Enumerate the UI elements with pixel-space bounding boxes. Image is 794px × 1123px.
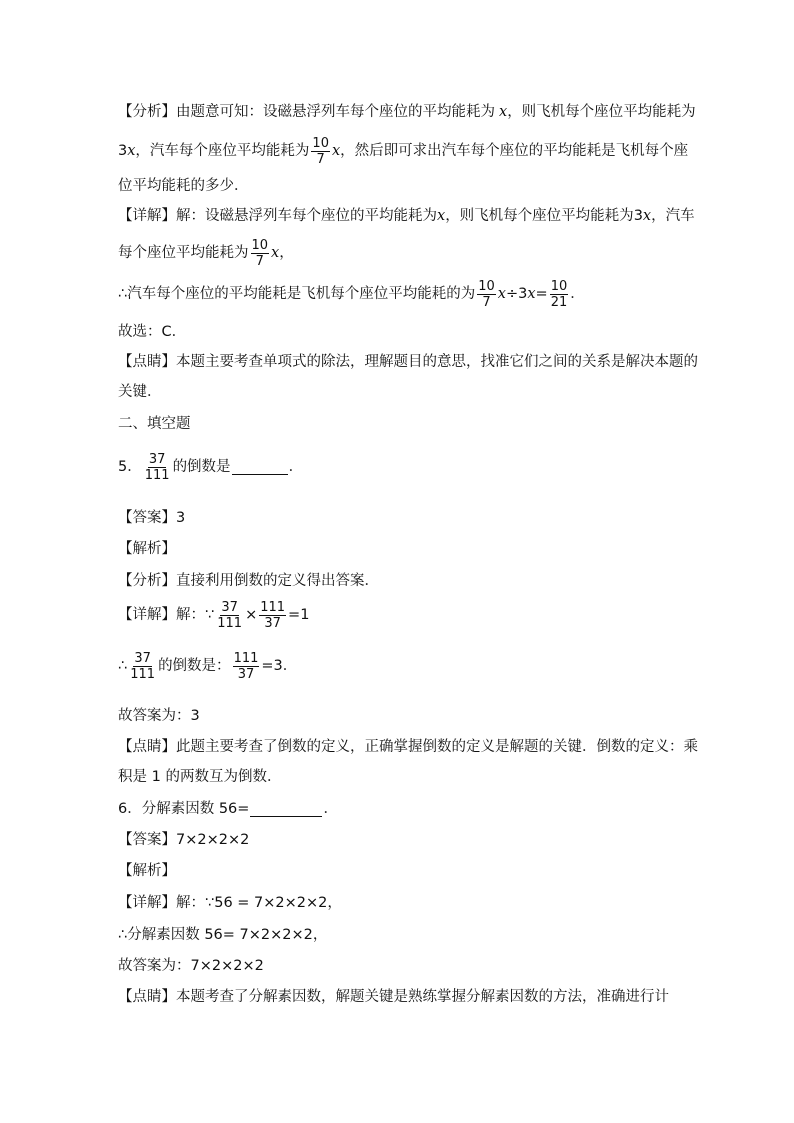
text: ． (288, 459, 304, 475)
numerator: 37 (148, 451, 166, 467)
comment-line-5 (118, 987, 669, 1007)
text: 【答案】3 (118, 510, 186, 526)
analysis-line (118, 571, 379, 591)
denominator: 111 (217, 615, 243, 631)
variable: x (527, 286, 536, 302)
text: 【详解】解：∵ (118, 607, 215, 623)
variable: x (331, 143, 341, 159)
text: ． (323, 801, 338, 817)
text: 【点睛】此题主要考查了倒数的定义，正确掌握倒数的定义是解题的关键．倒数的定义：乘 (118, 739, 698, 755)
text: 位平均能耗的多少． (118, 178, 249, 194)
fraction (216, 600, 243, 631)
text: 【详解】解：设磁悬浮列车每个座位的平均能耗为 (118, 208, 437, 224)
text: 的倒数是： (158, 658, 231, 674)
fraction (550, 279, 569, 310)
numerator: 10 (312, 135, 329, 151)
text: 5． (118, 459, 142, 475)
text: ，则飞机每个座位平均能耗为 (507, 104, 696, 120)
text: 【点睛】本题考查了分解素因数，解题关键是熟练掌握分解素因数的方法，准确进行计 (118, 989, 669, 1005)
text: ∴汽车每个座位的平均能耗是飞机每个座位平均能耗的为 (118, 286, 476, 302)
text: 【分析】由题意可知：设磁悬浮列车每个座位的平均能耗为 (118, 104, 495, 120)
explanation-heading (118, 539, 176, 559)
detail-line-6 (118, 893, 342, 913)
text: 【点睛】本题主要考查单项式的除法，理解题目的意思，找准它们之间的关系是解决本题的 (118, 354, 698, 370)
fraction (144, 452, 171, 483)
numerator: 37 (134, 650, 151, 666)
text: 【答案】7×2×2×2 (118, 832, 250, 848)
denominator: 21 (550, 294, 568, 310)
text: ． (570, 286, 585, 302)
section-heading (118, 414, 191, 434)
fraction (251, 238, 270, 269)
analysis-line-2 (118, 134, 688, 168)
final-answer-line-2 (118, 956, 264, 976)
text: × (245, 607, 258, 623)
numerator: 111 (260, 599, 286, 615)
text: ，汽车每个座位平均能耗为 (135, 143, 310, 159)
detail-line-1 (118, 206, 695, 226)
text: 3 (118, 143, 128, 159)
question-5 (118, 450, 303, 484)
detail-line-3 (118, 277, 585, 311)
detail-line-2 (118, 236, 294, 270)
answer-blank (232, 460, 288, 475)
text: ，汽车 (651, 208, 695, 224)
denominator: 111 (144, 467, 170, 483)
denominator: 7 (255, 253, 264, 269)
text: 3 (633, 208, 643, 224)
denominator: 111 (130, 666, 156, 682)
text: 6．分解素因数 56= (118, 801, 250, 817)
text: = (535, 286, 548, 302)
denominator: 7 (316, 151, 325, 167)
denominator: 37 (237, 666, 255, 682)
analysis-line-1 (118, 102, 696, 122)
text: 积是 1 的两数互为倒数． (118, 769, 282, 785)
variable: x (642, 208, 652, 224)
result-line-2 (118, 925, 327, 945)
fraction (311, 136, 330, 167)
text: ，则飞机每个座位平均能耗为 (445, 208, 634, 224)
text: 【解析】 (118, 863, 176, 879)
numerator: 10 (550, 278, 568, 294)
fraction (233, 651, 260, 682)
result-line (118, 648, 297, 684)
question-6 (118, 799, 338, 819)
denominator: 7 (482, 294, 491, 310)
text: 二、填空题 (118, 416, 191, 432)
answer-line (118, 508, 185, 528)
final-answer-line (118, 706, 200, 726)
variable: x (437, 208, 446, 224)
text: 【详解】解：∵56 = 7×2×2×2， (118, 895, 342, 911)
text: 故选：C． (118, 324, 187, 340)
text: ∴分解素因数 56= 7×2×2×2， (118, 927, 328, 943)
numerator: 10 (478, 278, 495, 294)
text: 故答案为：7×2×2×2 (118, 958, 264, 974)
comment-line-1 (118, 352, 698, 372)
answer-blank (250, 802, 322, 817)
choice-line (118, 322, 186, 342)
numerator: 37 (221, 599, 238, 615)
variable: x (271, 245, 280, 261)
comment-line-2 (118, 382, 162, 402)
text: =1 (288, 607, 310, 623)
text: ， (279, 245, 294, 261)
analysis-line-3 (118, 176, 249, 196)
fraction (477, 279, 496, 310)
variable: x (127, 143, 136, 159)
text: 每个座位平均能耗为 (118, 245, 249, 261)
comment-line-3 (118, 737, 698, 757)
variable: x (499, 104, 508, 120)
text: 【分析】直接利用倒数的定义得出答案． (118, 573, 379, 589)
comment-line-4 (118, 767, 281, 787)
numerator: 111 (233, 650, 259, 666)
fraction (129, 651, 156, 682)
text: 故答案为：3 (118, 708, 200, 724)
explanation-heading-2 (118, 861, 176, 881)
text: 关键． (118, 384, 162, 400)
answer-line-2 (118, 830, 249, 850)
numerator: 10 (251, 237, 269, 253)
fraction (259, 600, 286, 631)
text: ，然后即可求出汽车每个座位的平均能耗是飞机每个座 (340, 143, 689, 159)
text: ÷3 (505, 286, 528, 302)
text: =3． (261, 658, 298, 674)
text: 【解析】 (118, 541, 176, 557)
text: ∴ (118, 658, 128, 674)
text: 的倒数是 (172, 459, 231, 475)
denominator: 37 (264, 615, 281, 631)
detail-line (118, 597, 309, 633)
variable: x (497, 286, 506, 302)
